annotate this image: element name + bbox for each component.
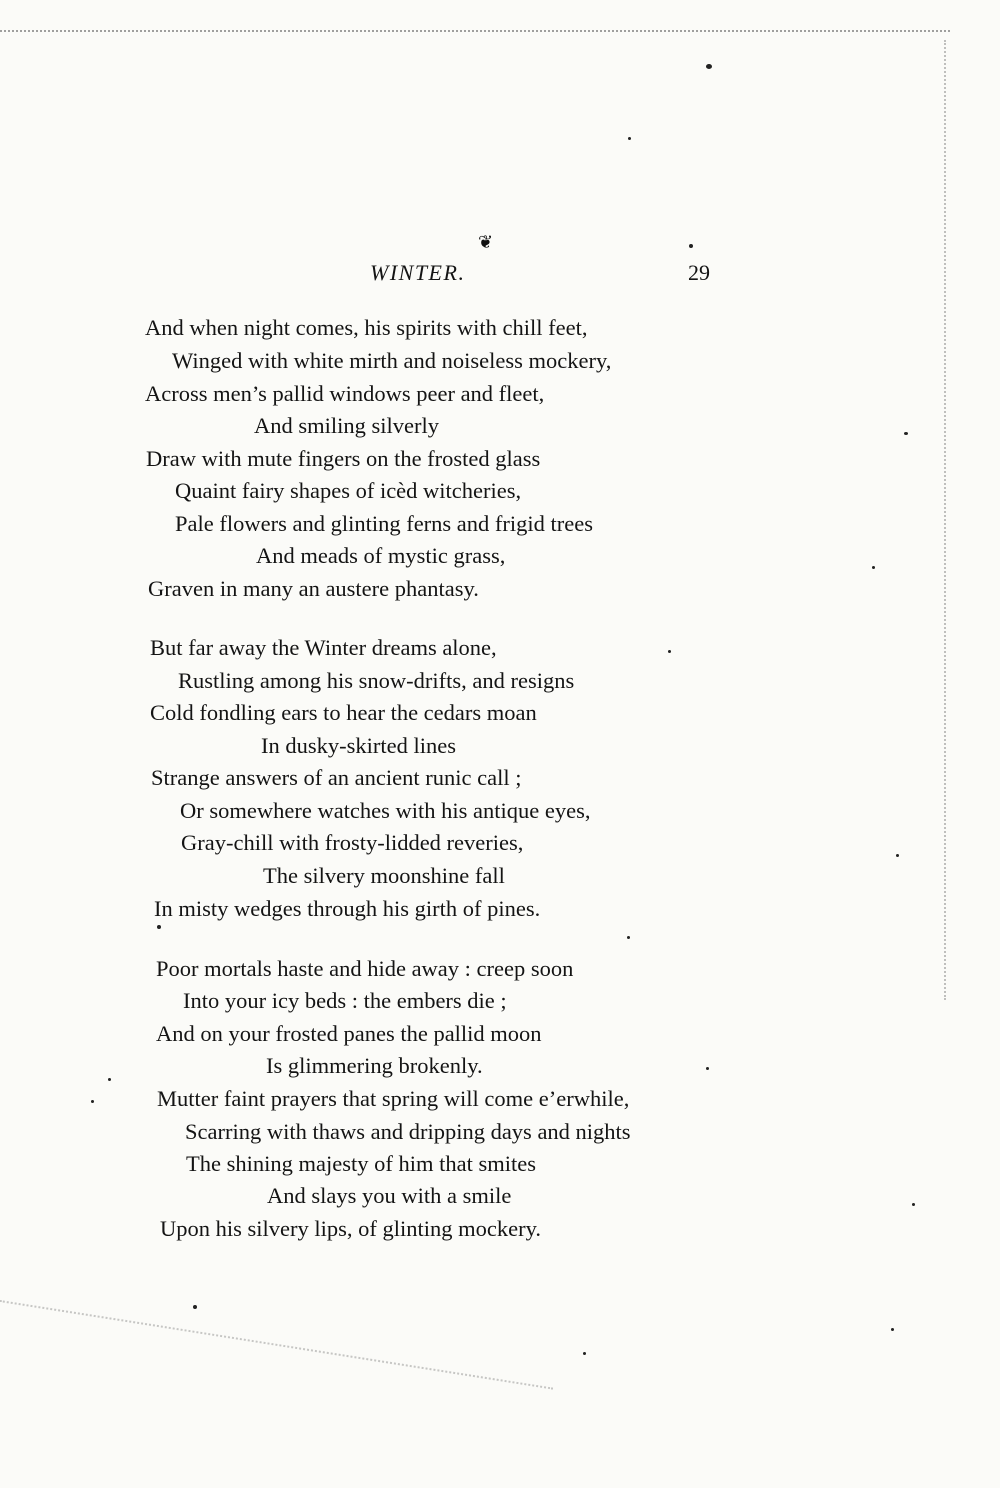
verse-line: The silvery moonshine fall: [263, 863, 505, 888]
verse-line: Into your icy beds : the embers die ;: [183, 988, 507, 1013]
verse-line: Pale flowers and glinting ferns and frigid trees: [175, 511, 594, 536]
verse-line: Winged with white mirth and noiseless mockery,: [172, 348, 612, 373]
scan-speck: [108, 1078, 111, 1081]
verse-line: Quaint fairy shapes of icèd witcheries,: [175, 478, 522, 503]
verse-line: The shining majesty of him that smites: [186, 1151, 536, 1176]
ornament-icon: ❦: [478, 232, 494, 252]
scan-speck: [157, 925, 161, 929]
verse-line: But far away the Winter dreams alone,: [150, 635, 497, 660]
scan-speck: [896, 854, 899, 857]
verse-line: Or somewhere watches with his antique eyes,: [180, 798, 591, 823]
verse-line: Gray-chill with frosty-lidded reveries,: [181, 830, 524, 855]
verse-line: Across men’s pallid windows peer and fleet,: [145, 381, 545, 406]
running-head: [0, 258, 1000, 292]
scan-speck: [706, 64, 712, 69]
scan-speck: [193, 1305, 197, 1309]
scan-speck: [904, 432, 908, 435]
verse-line: Scarring with thaws and dripping days and nights: [185, 1119, 631, 1144]
scan-speck: [628, 137, 631, 140]
verse-line: And when night comes, his spirits with chill feet,: [145, 315, 588, 340]
verse-line: Poor mortals haste and hide away : creep soon: [156, 956, 574, 981]
verse-line: Draw with mute fingers on the frosted glass: [146, 446, 541, 471]
scan-speck: [872, 566, 875, 569]
scan-speck: [891, 1328, 894, 1331]
scan-top-edge: [0, 30, 950, 40]
verse-line: In dusky-skirted lines: [261, 733, 456, 758]
scan-speck: [627, 936, 630, 939]
verse-line: Strange answers of an ancient runic call ;: [151, 765, 522, 790]
verse-line: Cold fondling ears to hear the cedars moan: [150, 700, 537, 725]
scan-speck: [689, 244, 693, 248]
scan-right-edge: [944, 40, 950, 1000]
verse-line: Is glimmering brokenly.: [266, 1053, 483, 1078]
verse-line: Upon his silvery lips, of glinting mockery.: [160, 1216, 542, 1241]
verse-line: Graven in many an austere phantasy.: [148, 576, 479, 601]
scan-speck: [91, 1100, 94, 1103]
verse-line: In misty wedges through his girth of pines.: [154, 896, 541, 921]
scan-speck: [583, 1352, 586, 1355]
verse-line: Rustling among his snow-drifts, and resigns: [178, 668, 575, 693]
verse-line: And slays you with a smile: [267, 1183, 512, 1208]
verse-line: And smiling silverly: [254, 413, 439, 438]
scan-speck: [912, 1203, 915, 1206]
verse-line: Mutter faint prayers that spring will come e’erwhile,: [157, 1086, 630, 1111]
scan-speck: [706, 1067, 709, 1070]
running-title: WINTER.: [370, 260, 466, 285]
scan-speck: [668, 650, 671, 653]
verse-line: And on your frosted panes the pallid moon: [156, 1021, 542, 1046]
page-number: 29: [688, 260, 710, 285]
verse-line: And meads of mystic grass,: [256, 543, 506, 568]
scan-bottom-edge: [0, 1300, 553, 1488]
